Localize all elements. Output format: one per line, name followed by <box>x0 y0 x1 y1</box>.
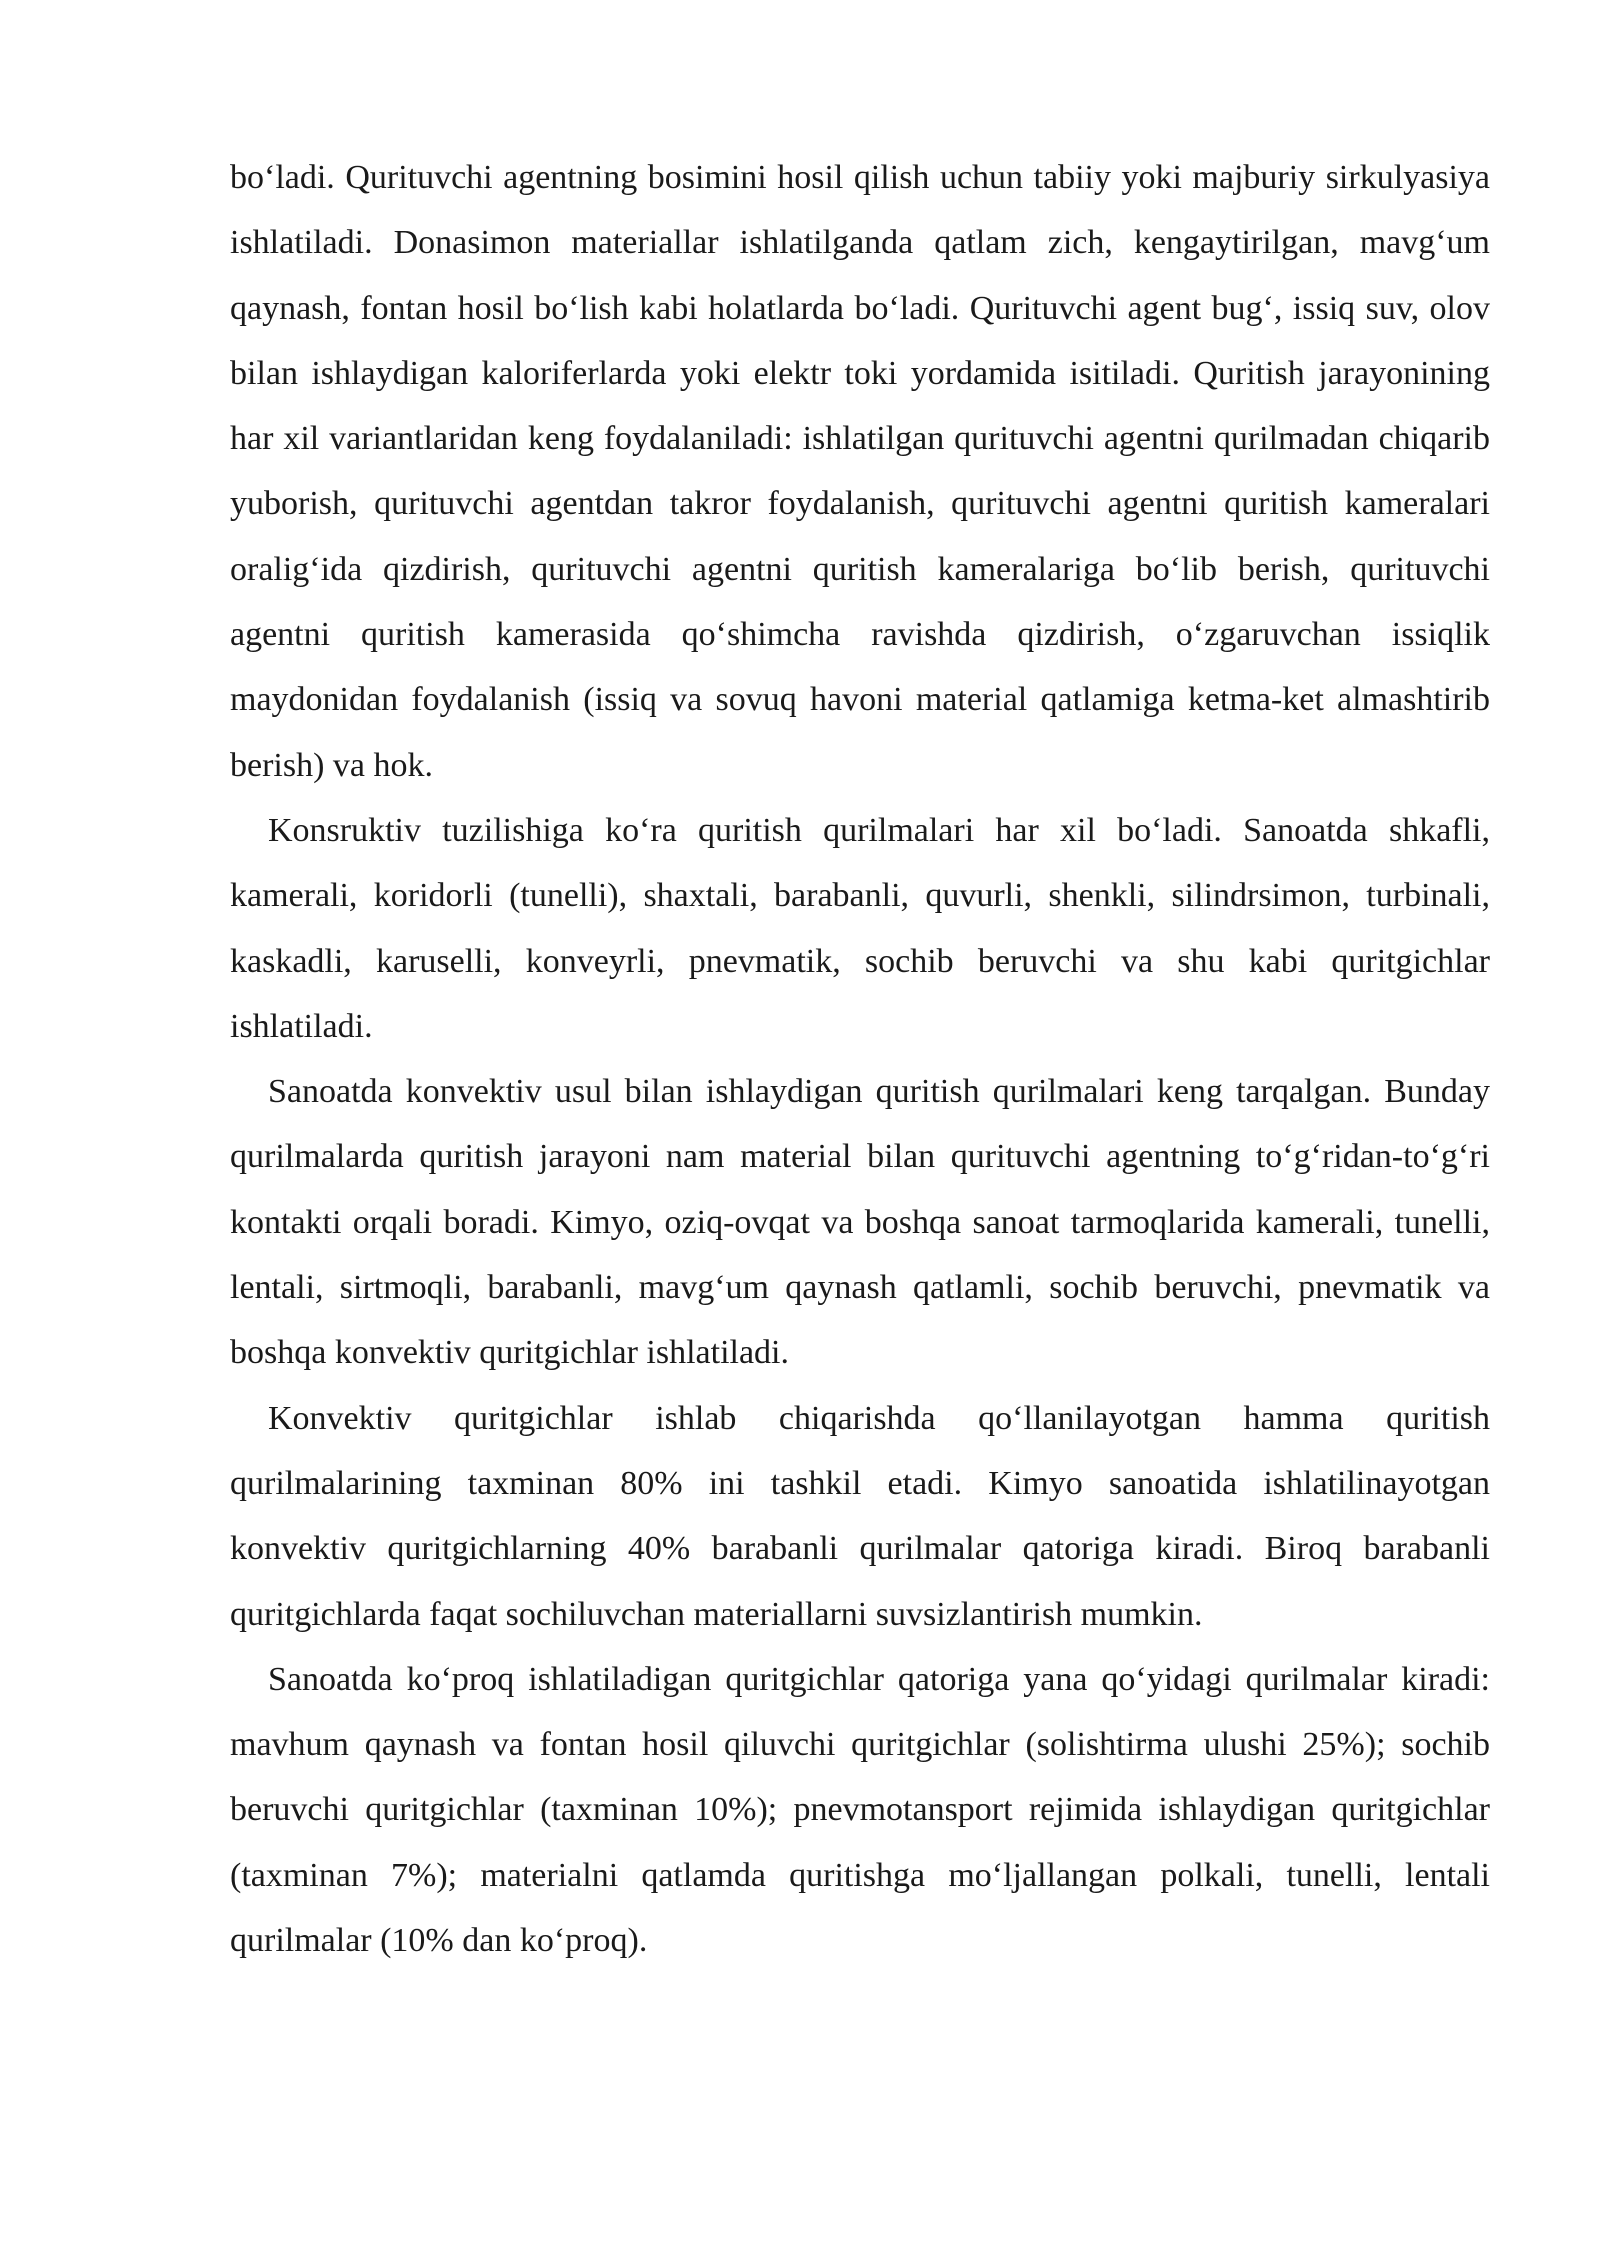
paragraph-continued: bo‘ladi. Qurituvchi agentning bosimini hosil qilish uchun tabiiy yoki majburiy sirkulyasiya ishlatiladi. Donasimon materiallar ishlatilganda qatlam zich, kengaytirilgan, mavg‘um qaynash, fontan hosil bo‘lish kabi holatlarda bo‘ladi. Qurituvchi agent bug‘, issiq suv, olov bilan ishlaydigan kaloriferlarda yoki elektr toki yordamida isitiladi. Quritish jarayonining har xil variantlaridan keng foydalaniladi: ishlatilgan qurituvchi agentni qurilmadan chiqarib yuborish, qurituvchi agentdan takror foydalanish, qurituvchi agentni quritish kameralari oralig‘ida qizdirish, qurituvchi agentni quritish kameralariga bo‘lib berish, qurituvchi agentni quritish kamerasida qo‘shimcha ravishda qizdirish, o‘zgaruvchan issiqlik maydonidan foydalanish (issiq va sovuq havoni material qatlamiga ketma-ket almashtirib berish) va hok. <box>230 159 1490 784</box>
paragraph-construction-types: Konsruktiv tuzilishiga ko‘ra quritish qurilmalari har xil bo‘ladi. Sanoatda shkafli, kamerali, koridorli (tunelli), shaxtali, barabanli, quvurli, shenkli, silindrsimon, turbinali, kaskadli, karuselli, konveyrli, pnevmatik, sochib beruvchi va shu kabi quritgichlar ishlatiladi. <box>230 811 1490 1045</box>
paragraph-convective-share: Konvektiv quritgichlar ishlab chiqarishda qo‘llanilayotgan hamma quritish qurilmalarining taxminan 80% ini tashkil etadi. Kimyo sanoatida ishlatilinayotgan konvektiv quritgichlarning 40% barabanli qurilmalar qatoriga kiradi. Biroq barabanli quritgichlarda faqat sochiluvchan materiallarni suvsizlantirish mumkin. <box>230 1399 1490 1633</box>
paragraph-other-dryers: Sanoatda ko‘proq ishlatiladigan quritgichlar qatoriga yana qo‘yidagi qurilmalar kiradi: mavhum qaynash va fontan hosil qiluvchi quritgichlar (solishtirma ulushi 25%); sochib beruvchi quritgichlar (taxminan 10%); pnevmotansport rejimida ishlaydigan quritgichlar (taxminan 7%); materialni qatlamda quritishga mo‘ljallangan polkali, tunelli, lentali qurilmalar (10% dan ko‘proq). <box>230 1660 1490 1960</box>
paragraph-convective-method: Sanoatda konvektiv usul bilan ishlaydigan quritish qurilmalari keng tarqalgan. Bunday qurilmalarda quritish jarayoni nam material bilan qurituvchi agentning to‘g‘ridan-to‘g‘ri kontakti orqali boradi. Kimyo, oziq-ovqat va boshqa sanoat tarmoqlarida kamerali, tunelli, lentali, sirtmoqli, barabanli, mavg‘um qaynash qatlamli, sochib beruvchi, pnevmatik va boshqa konvektiv quritgichlar ishlatiladi. <box>230 1073 1490 1372</box>
body-text <box>230 145 1490 1973</box>
